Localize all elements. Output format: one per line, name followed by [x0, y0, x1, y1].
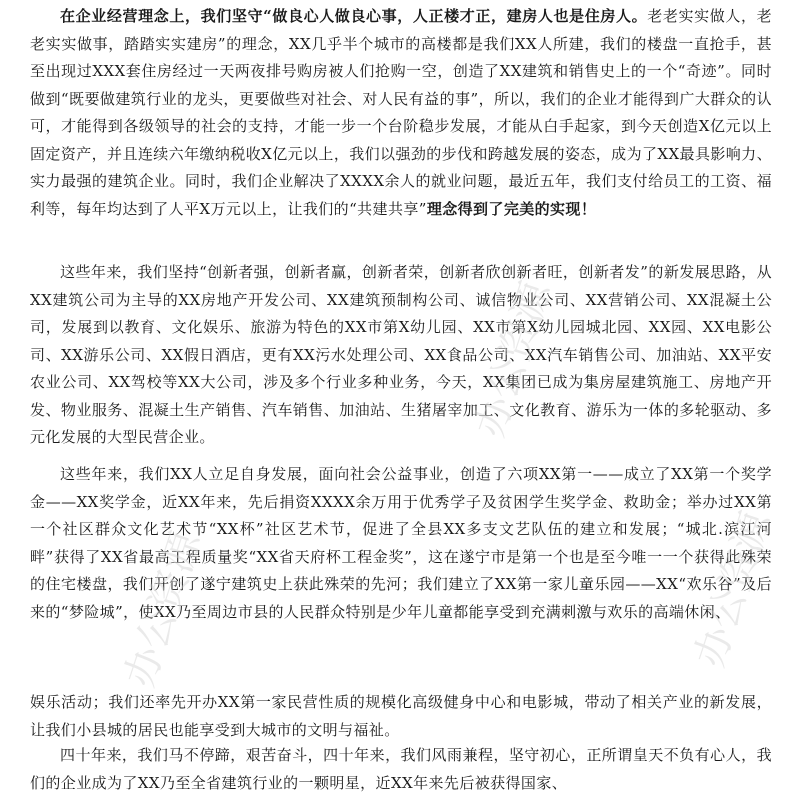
paragraph-text: 这些年来，我们XX人立足自身发展，面向社会公益事业，创造了六项XX第一——成立了XX第一个奖学金——XX奖学金，近XX年来，先后捐资XXXX余万用于优秀学子及贫困学生奖学金、救助金；举办过XX第一个社区群众文化艺术节“XX杯”社区艺术节，促进了全县XX多支文艺队伍的建立和发展；“城北.滨江河畔”获得了XX省最高工程质量奖“XX省天府杯工程金奖”，这在遂宁市是第一个也是至今唯一一个获得此殊荣的住宅楼盘，我们开创了遂宁建筑史上获此殊荣的先河；我们建立了XX第一家儿童乐园——XX“欢乐谷”及后来的“梦险城”，使XX乃至周边市县的人民群众特别是少年儿童都能享受到充满刺激与欢乐的高端休闲、 [30, 465, 772, 621]
paragraph-text [30, 3, 772, 223]
paragraph-management-philosophy [30, 3, 772, 223]
watermark: 办公资源 [686, 506, 780, 673]
watermark: 办公资源 [116, 526, 210, 693]
paragraph-public-welfare-continued [30, 689, 772, 744]
paragraph-body: 老老实实做人，老老实实做事，踏踏实实建房”的理念，XX几乎半个城市的高楼都是我们XX人所建，我们的楼盘一直抢手，甚至出现过XXX套住房经过一天两夜排号购房被人们抢购一空，创造了XX建筑和销售史上的一个“奇迹”。同时做到“既要做建筑行业的龙头，更要做些对社会、对人民有益的事”，所以，我们的企业才能得到广大群众的认可，才能得到各级领导的社会的支持，才能一步一个台阶稳步发展，才能从白手起家，到今天创造X亿元以上固定资产，并且连续六年缴纳税收X亿元以上，我们以强劲的步伐和跨越发展的姿态，成为了XX最具影响力、实力最强的建筑企业。同时，我们企业解决了XXXX余人的就业问题，最近五年，我们支付给员工的工资、福利等，每年均达到了人平X万元以上，让我们的“共建共享” [30, 7, 772, 218]
paragraph-public-welfare [30, 461, 772, 626]
paragraph-text: 这些年来，我们坚持“创新者强，创新者赢，创新者荣，创新者欣创新者旺，创新者发”的新发展思路，从XX建筑公司为主导的XX房地产开发公司、XX建筑预制构公司、诚信物业公司、XX营销公司、XX混凝土公司，发展到以教育、文化娱乐、旅游为特色的XX市第X幼儿园、XX市第X幼儿园城北园、XX园、XX电影公司、XX游乐公司、XX假日酒店，更有XX污水处理公司、XX食品公司、XX汽车销售公司、加油站、XX平安农业公司、XX驾校等XX大公司，涉及多个行业多种业务，今天，XX集团已成为集房屋建筑施工、房地产开发、物业服务、混凝土生产销售、汽车销售、加油站、生猪屠宰加工、文化教育、游乐为一体的多轮驱动、多元化发展的大型民营企业。 [30, 263, 772, 446]
bold-lead-sentence: 在企业经营理念上，我们坚守“做良心人做良心事，人正楼才正，建房人也是住房人。 [60, 7, 648, 25]
paragraph-innovation [30, 259, 772, 452]
paragraph-forty-years [30, 742, 772, 797]
paragraph-text: 娱乐活动；我们还率先开办XX第一家民营性质的规模化高级健身中心和电影城，带动了相关产业的新发展，让我们小县城的居民也能享受到大城市的文明与福祉。 [30, 693, 772, 739]
bold-closing-phrase: 理念得到了完美的实现！ [426, 199, 597, 218]
paragraph-text: 四十年来，我们马不停蹄，艰苦奋斗，四十年来，我们风雨兼程，坚守初心，正所谓皇天不负有心人，我们的企业成为了XX乃至全省建筑行业的一颗明星，近XX年来先后被获得国家、 [30, 746, 772, 792]
watermark: 办公资源 [466, 276, 560, 443]
